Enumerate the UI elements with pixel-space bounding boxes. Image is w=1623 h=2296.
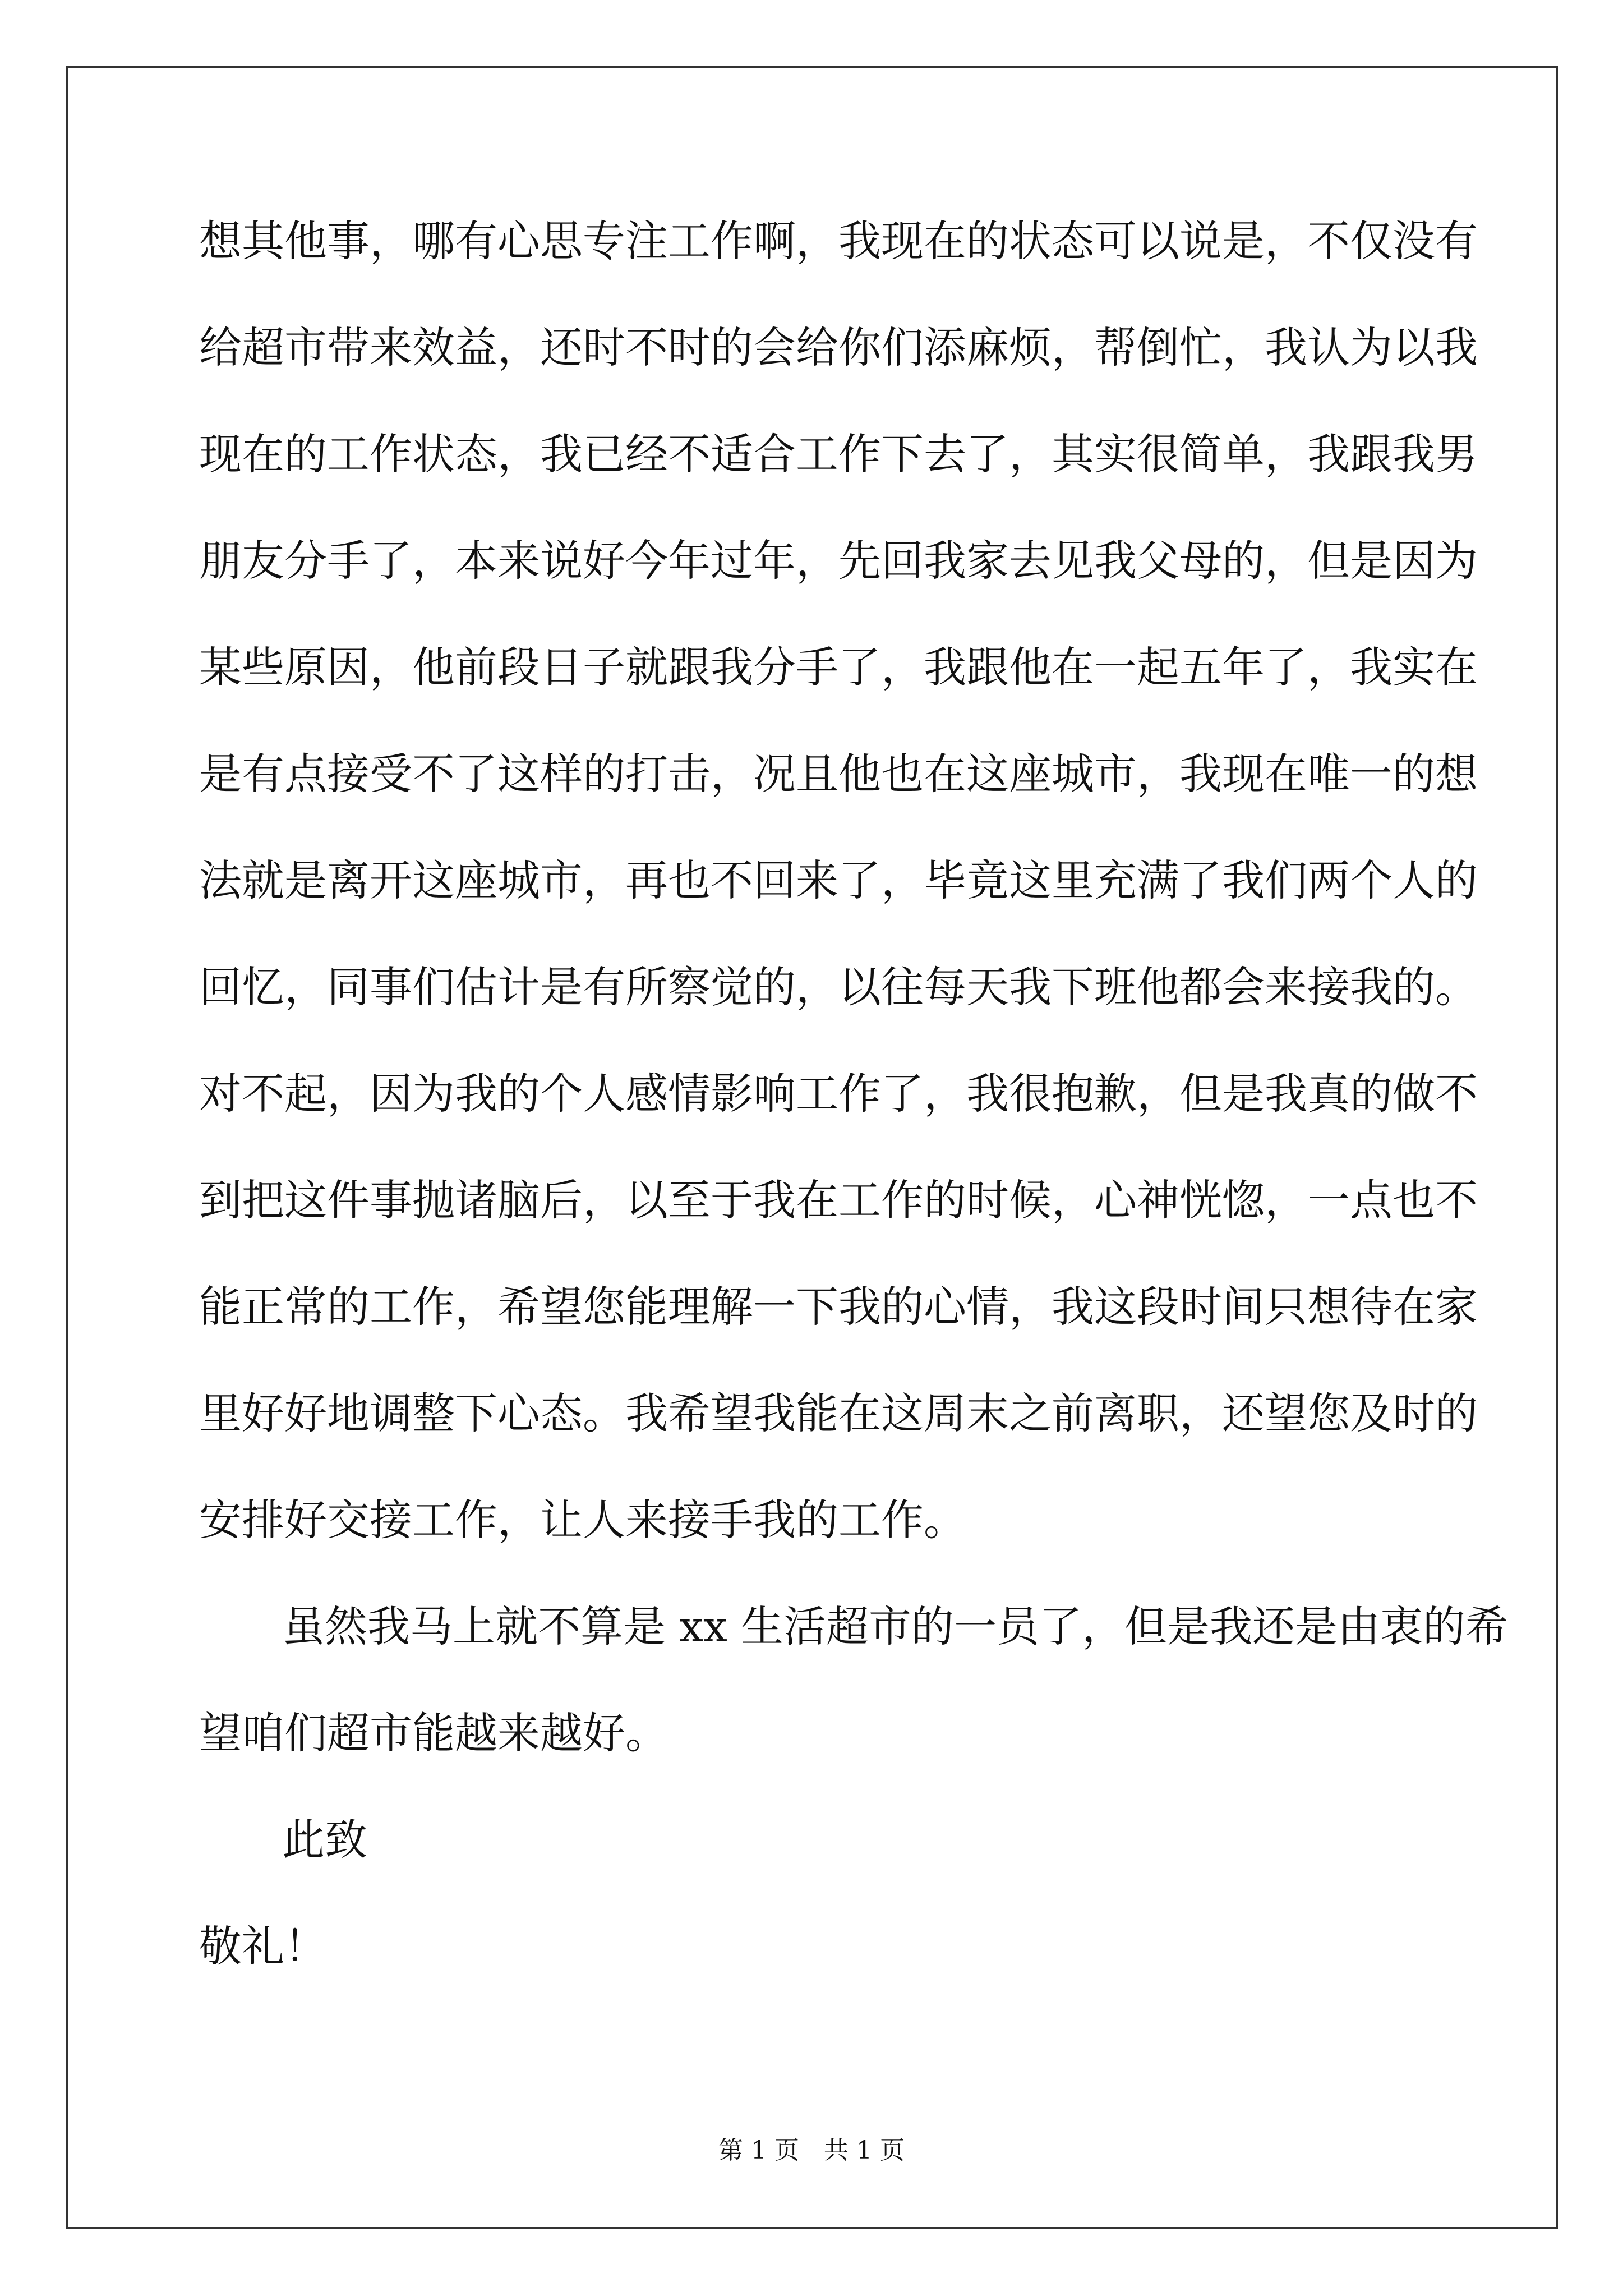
- text-line: 能正常的工作，希望您能理解一下我的心情，我这段时间只想待在家: [199, 1282, 1478, 1332]
- text-line: 望咱们超市能越来越好。: [199, 1708, 668, 1758]
- letter-body: [199, 210, 1509, 2022]
- text-line: 是有点接受不了这样的打击，况且他也在这座城市，我现在唯一的想: [199, 749, 1478, 799]
- text-line: 到把这件事抛诸脑后，以至于我在工作的时候，心神恍惚，一点也不: [199, 1175, 1478, 1225]
- text-line: 给超市带来效益，还时不时的会给你们添麻烦，帮倒忙，我认为以我: [199, 323, 1478, 372]
- page-footer: [0, 2130, 1623, 2166]
- text-line: 回忆，同事们估计是有所察觉的，以往每天我下班他都会来接我的。: [199, 962, 1478, 1012]
- text-line: 现在的工作状态，我已经不适合工作下去了，其实很简单，我跟我男: [199, 429, 1478, 479]
- text-line: 虽然我马上就不算是 xx 生活超市的一员了，但是我还是由衷的希: [282, 1602, 1509, 1651]
- closing-regards: 敬礼！: [199, 1921, 327, 1971]
- text-line: 里好好地调整下心态。我希望我能在这周末之前离职，还望您及时的: [199, 1388, 1478, 1438]
- text-line: 法就是离开这座城市，再也不回来了，毕竟这里充满了我们两个人的: [199, 855, 1478, 905]
- page-number: 第 1 页 共 1 页: [718, 2136, 905, 2165]
- text-line: 某些原因，他前段日子就跟我分手了，我跟他在一起五年了，我实在: [199, 642, 1478, 692]
- text-line: 想其他事，哪有心思专注工作啊，我现在的状态可以说是，不仅没有: [199, 216, 1478, 266]
- closing-salutation: 此致: [282, 1815, 367, 1865]
- text-line: 安排好交接工作，让人来接手我的工作。: [199, 1495, 966, 1545]
- text-line: 对不起，因为我的个人感情影响工作了，我很抱歉，但是我真的做不: [199, 1069, 1478, 1119]
- text-line: 朋友分手了，本来说好今年过年，先回我家去见我父母的，但是因为: [199, 536, 1478, 586]
